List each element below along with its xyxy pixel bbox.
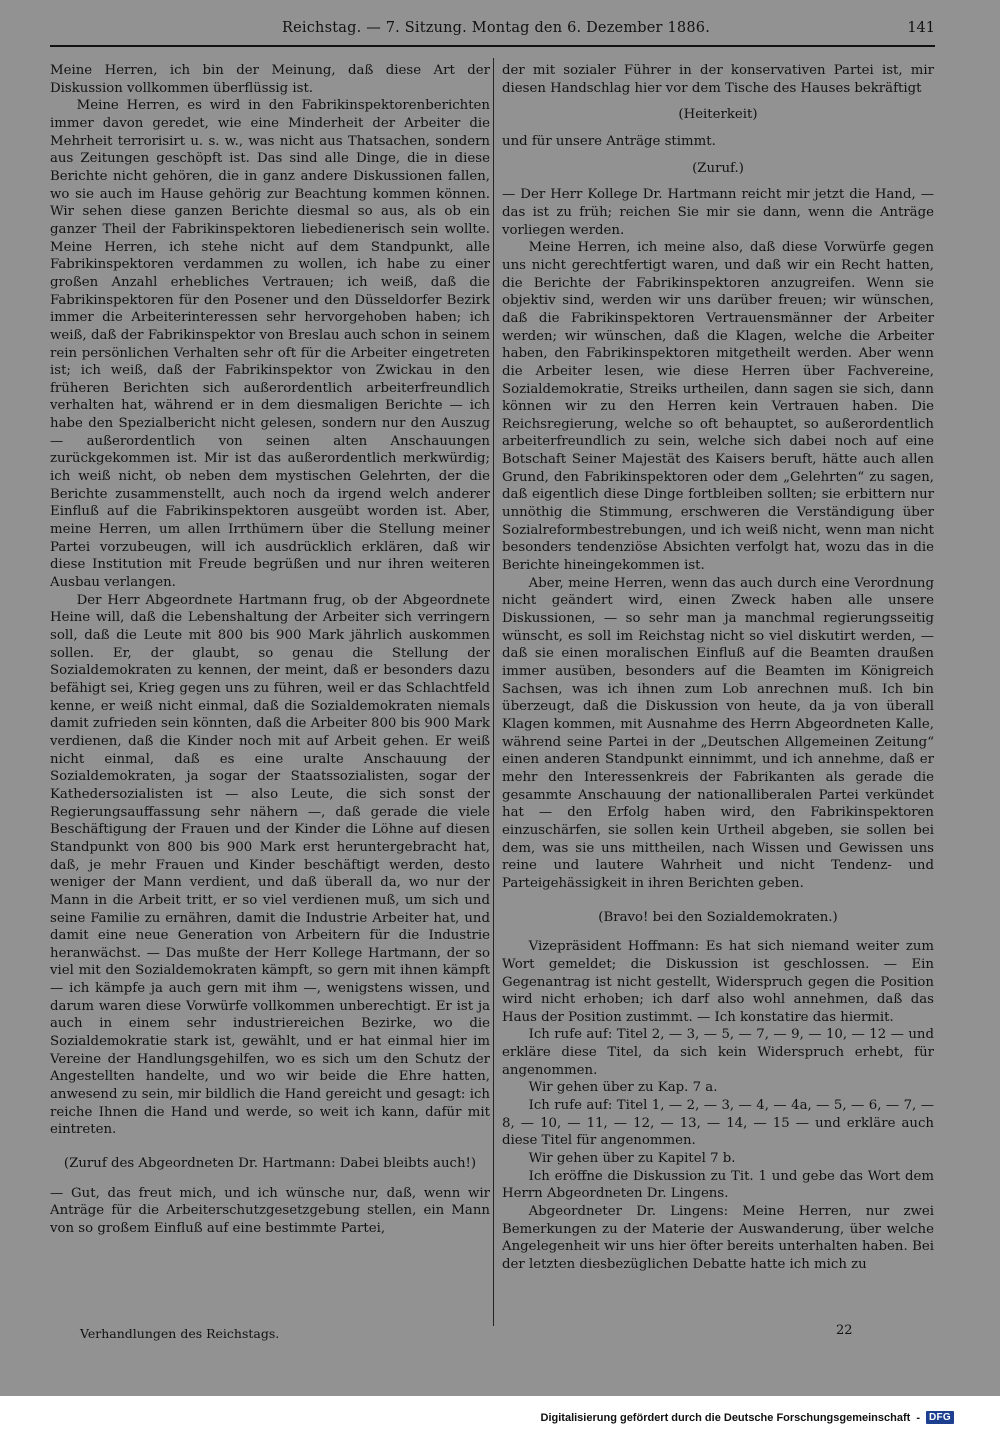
column-divider (493, 58, 494, 1326)
interjection: (Heiterkeit) (678, 107, 758, 123)
footer-sheet-number: 22 (836, 1323, 853, 1338)
page-number: 141 (907, 20, 935, 36)
right-column (502, 62, 934, 1274)
page-header-title: Reichstag. — 7. Sitzung. Montag den 6. Dezember 1886. (282, 20, 710, 36)
dfg-logo: DFG (926, 1411, 954, 1424)
paragraph: Meine Herren, ich bin der Meinung, daß diese Art der Diskussion vollkommen überflüssig ist. (50, 63, 490, 96)
paragraph: — Gut, das freut mich, und ich wünsche nur, daß, wenn wir Anträge für die Arbeiterschutzgesetzgebung stellen, ein Mann von so großem Einfluß auf eine bestimmte Partei, (50, 1185, 490, 1236)
paragraph: und für unsere Anträge stimmt. (502, 133, 716, 149)
paragraph: Meine Herren, es wird in den Fabrikinspektorenberichten immer davon geredet, wie eine Minderheit der Arbeiter die Mehrheit terrorisirt u. s. w., was nicht aus Thatsachen, sondern aus Zeitungen geschöpft ist. Das sind alle Dinge, die in diese Berichte nicht gehören, die in ganz andere Diskussionen fallen, wo sie auch im Hause gehörig zur Beachtung kommen können. Wir sehen diese ganzen Berichte diesmal so aus, als ob ein ganzer Theil der Fabrikinspektoren liebedienerisch sein wollte. Meine Herren, ich stehe nicht auf dem Standpunkt, alle Fabrikinspektoren verdammen zu wollen, ich habe zu einer großen Anzahl erhebliches Vertrauen; ich weiß, daß die Fabrikinspektoren für den Posener und den Düsseldorfer Bezirk immer die Arbeiterinteressen sehr hervorgehoben haben; ich weiß, daß der Fabrikinspektor von Breslau auch schon in seinem rein persönlichen Verhalten sehr oft für die Arbeiter eingetreten ist; ich weiß, daß der Fabrikinspektor von Zwickau in den früheren Berichten sich außerordentlich arbeiterfreundlich verhalten hat, während er in dem diesmaligen Berichte — ich habe den Spezialbericht nicht gelesen, sondern nur den Auszug — außerordentlich von seinen alten Anschauungen zurückgekommen ist. Mir ist das außerordentlich merkwürdig; ich weiß nicht, ob neben dem mystischen Gelehrten, der die Berichte zusammenstellt, auch noch da irgend welch anderer Einfluß auf die Fabrikinspektoren ausgeübt worden ist. Aber, meine Herren, um allen Irrthümern über die Stellung meiner Partei vorzubeugen, will ich ausdrücklich erklären, daß wir diese Institution mit Freude begrüßen und nur ihren weiteren Ausbau verlangen. (50, 98, 490, 591)
paragraph: Ich rufe auf: Titel 2, — 3, — 5, — 7, — 9, — 10, — 12 — und erkläre diese Titel, da sich kein Widerspruch erhebt, für angenommen. (502, 1027, 934, 1078)
paragraph: Vizepräsident Hoffmann: Es hat sich niemand weiter zum Wort gemeldet; die Diskussion ist geschlossen. — Ein Gegenantrag ist nicht gestellt, Widerspruch gegen die Position wird nicht erhoben; ich darf also wohl annehmen, daß das Haus der Position zustimmt. — Ich konstatire das hiermit. (502, 939, 934, 1025)
paragraph: Ich rufe auf: Titel 1, — 2, — 3, — 4, — 4a, — 5, — 6, — 7, — 8, — 10, — 11, — 12, — 13, — 14, — 15 — und erkläre auch diese Titel für angenommen. (502, 1098, 934, 1149)
paragraph: Ich eröffne die Diskussion zu Tit. 1 und gebe das Wort dem Herrn Abgeordneten Dr. Lingens. (502, 1168, 934, 1202)
paragraph: Wir gehen über zu Kap. 7 a. (528, 1080, 718, 1096)
page-header (50, 20, 935, 42)
paragraph: — Der Herr Kollege Dr. Hartmann reicht mir jetzt die Hand, — das ist zu früh; reichen Sie mir sie dann, wenn die Anträge vorliegen werden. (502, 187, 934, 238)
paragraph: Wir gehen über zu Kapitel 7 b. (528, 1151, 736, 1167)
paragraph: Abgeordneter Dr. Lingens: Meine Herren, nur zwei Bemerkungen zu der Materie der Auswanderung, über welche Angelegenheit wir uns hier öfter bereits unterhalten haben. Bei der letzten diesbezüglichen Debatte hatte ich mich zu (502, 1204, 934, 1272)
funding-text: Digitalisierung gefördert durch die Deutsche Forschungsgemeinschaft (540, 1411, 911, 1424)
interjection: (Zuruf.) (692, 160, 744, 176)
paragraph: Der Herr Abgeordnete Hartmann frug, ob der Abgeordnete Heine will, daß die Lebenshaltung der Arbeiter sich verringern soll, daß die Leute mit 800 bis 900 Mark jährlich auskommen sollen. Er, der glaubt, so genau die Stellung der Sozialdemokraten zu kennen, der meint, daß er besonders dazu befähigt sei, Krieg gegen uns zu führen, weil er das Schlachtfeld kenne, er weiß nicht einmal, daß die Sozialdemokraten niemals damit zufrieden sein könnten, daß die Arbeiter 800 bis 900 Mark verdienen, daß die Kinder noch mit auf Arbeit gehen. Er weiß nicht einmal, daß es eine uralte Anschauung der Sozialdemokraten, ja sogar der Staatssozialisten, sogar der Kathedersozialisten ist — also Leute, die sich sonst der Regierungsauffassung sehr nähern —, daß gerade die viele Beschäftigung der Frauen und der Kinder die Löhne auf diesen Standpunkt von 800 bis 900 Mark erst heruntergebracht hat, daß, je mehr Frauen und Kinder beschäftigt werden, desto weniger der Mann verdient, und daß überall da, wo nur der Mann in die Arbeit tritt, er so viel verdienen muß, um sich und seine Familie zu ernähren, damit die Industrie Arbeiter hat, und damit eine neue Generation von Arbeitern für die Industrie heranwächst. — Das mußte der Herr Kollege Hartmann, der so viel mit den Sozialdemokraten kämpft, so gern mit ihnen kämpft — ich kämpfe ja auch gern mit ihm —, wenigstens wissen, und darum waren diese Vorwürfe vollkommen unberechtigt. Er ist ja auch in einem sehr industriereichen Bezirke, wo die Sozialdemokratie stark ist, gewählt, und er hat einmal hier im Vereine der Handlungsgehilfen, wo es sich um den Schutz der Angestellten handelte, und wo wir beide die Ehre hatten, anwesend zu sein, mir bildlich die Hand gereicht und gesagt: ich reiche Ihnen die Hand und werde, so weit ich kann, dafür mit eintreten. (50, 592, 490, 1138)
paragraph: Meine Herren, ich meine also, daß diese Vorwürfe gegen uns nicht gerechtfertigt waren, und daß wir ein Recht hatten, die Berichte der Fabrikinspektoren anzugreifen. Wenn sie objektiv sind, werden wir uns darüber freuen; wir wünschen, daß die Fabrikinspektoren Vertrauensmänner der Arbeiter werden; wir wünschen, daß die Klagen, welche die Arbeiter haben, den Fabrikinspektoren mitgetheilt werden. Aber wenn die Arbeiter lesen, wie diese Herren über Fachvereine, Sozialdemokratie, Streiks urtheilen, dann sagen sie sich, dann können wir zu den Herren kein Vertrauen haben. Die Reichsregierung, welche so oft behauptet, so außerordentlich arbeiterfreundlich zu sein, welche sich dabei noch auf eine Botschaft Seiner Majestät des Kaisers beruft, hätte auch allen Grund, den Fabrikinspektoren oder dem „Gelehrten“ zu sagen, daß eigentlich diese Dinge fortbleiben sollten; sie erbittern nur unnöthig die Stimmung, erschweren die Verständigung über Sozialreformbestrebungen, und ich weiß nicht, wenn man nicht besonders tendenziöse Absichten verfolgt hat, wozu das in die Berichte hineingekommen ist. (502, 240, 934, 574)
header-rule (50, 45, 935, 47)
footer-source: Verhandlungen des Reichstags. (80, 1326, 280, 1341)
funding-banner: Digitalisierung gefördert durch die Deutsche Forschungsgemeinschaft - DFG (541, 1410, 954, 1425)
left-column (50, 62, 490, 1238)
interjection: (Bravo! bei den Sozialdemokraten.) (598, 909, 838, 925)
paragraph: der mit sozialer Führer in der konservativen Partei ist, mir diesen Handschlag hier vor dem Tische des Hauses bekräftigt (502, 63, 934, 96)
paragraph: Aber, meine Herren, wenn das auch durch eine Verordnung nicht geändert wird, einen Zweck haben alle unsere Diskussionen, — so sehr man ja manchmal regierungsseitig wünscht, es soll im Reichstag nicht so viel diskutirt werden, — daß sie einen moralischen Einfluß auf die Beamten draußen immer ausüben, besonders auf die Beamten im Königreich Sachsen, was ich ihnen zum Lob anrechnen muß. Ich bin überzeugt, daß die Diskussion von heute, da ja von überall Klagen kommen, mit Ausnahme des Herrn Abgeordneten Kalle, während seine Partei in der „Deutschen Allgemeinen Zeitung“ einen anderen Standpunkt einnimmt, und ich annehme, daß er mehr den Interessenkreis der Fabrikanten als gerade die gesammte Anschauung der nationalliberalen Partei verkündet hat — den Erfolg haben wird, den Fabrikinspektoren einzuschärfen, sie sollen kein Urtheil abgeben, sie sollen bei dem, was sie uns mittheilen, nach Wissen und Gewissen uns reine und lautere Wahrheit und nicht Tendenz- und Parteigehässigkeit in ihren Berichten geben. (502, 575, 934, 891)
interjection: (Zuruf des Abgeordneten Dr. Hartmann: Dabei bleibts auch!) (63, 1156, 477, 1172)
